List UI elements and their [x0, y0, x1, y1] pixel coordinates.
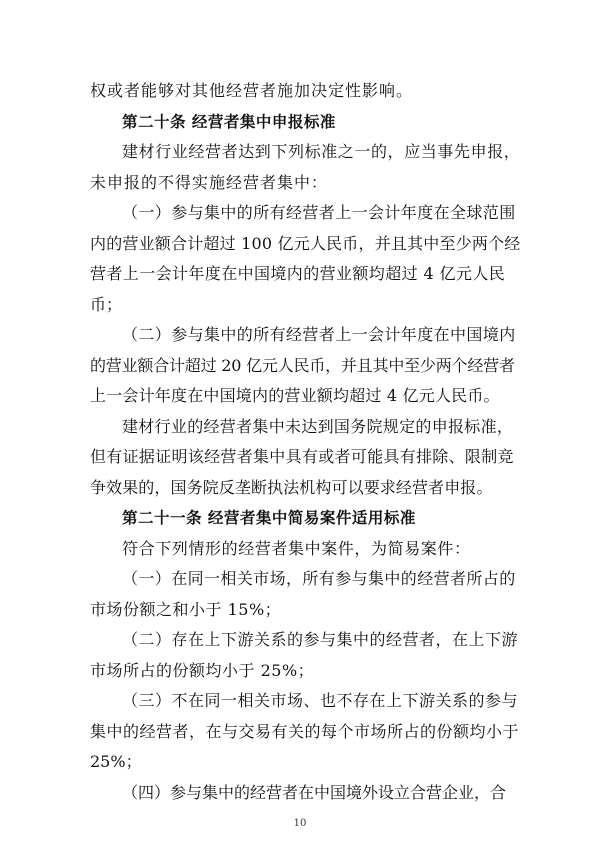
text-line: 符合下列情形的经营者集中案件，为简易案件：: [122, 539, 471, 558]
text-line: 未申报的不得实施经营者集中：: [90, 173, 329, 192]
text-line: 营者上一会计年度在中国境内的营业额均超过 4 亿元人民: [90, 264, 506, 283]
text-line: （二）参与集中的所有经营者上一会计年度在中国境内: [122, 325, 516, 344]
text-line: 建材行业的经营者集中未达到国务院规定的申报标准，: [122, 417, 514, 436]
article-21-heading: 第二十一条 经营者集中简易案件适用标准: [122, 509, 416, 527]
text-line: 但有证据证明该经营者集中具有或者可能具有排除、限制竞: [90, 447, 514, 466]
text-line: （二）存在上下游关系的参与集中的经营者，在上下游: [122, 630, 519, 649]
text-line: 内的营业额合计超过 100 亿元人民币，并且其中至少两个经: [90, 234, 521, 253]
text-line: （三）不在同一相关市场、也不存在上下游关系的参与: [122, 691, 519, 710]
text-line: 权或者能够对其他经营者施加决定性影响。: [90, 81, 414, 100]
text-line: 上一会计年度在中国境内的营业额均超过 4 亿元人民币。: [90, 386, 500, 405]
text-line: 市场份额之和小于 15%；: [90, 600, 282, 619]
text-line: 建材行业经营者达到下列标准之一的，应当事先申报，: [122, 142, 521, 161]
article-20-heading: 第二十条 经营者集中申报标准: [122, 113, 336, 131]
text-line: 争效果的，国务院反垄断执法机构可以要求经营者申报。: [90, 478, 493, 497]
text-line: （一）参与集中的所有经营者上一会计年度在全球范围: [122, 203, 516, 222]
text-line: 25%；: [90, 752, 142, 771]
text-line: （四）参与集中的经营者在中国境外设立合营企业，合: [122, 783, 507, 802]
text-line: （一）在同一相关市场，所有参与集中的经营者所占的: [122, 569, 516, 588]
text-line: 市场所占的份额均小于 25%；: [90, 661, 315, 680]
page-number: 10: [293, 818, 307, 829]
text-line: 集中的经营者，在与交易有关的每个市场所占的份额均小于: [90, 722, 520, 741]
text-line: 币；: [90, 295, 123, 314]
text-line: 的营业额合计超过 20 亿元人民币，并且其中至少两个经营者: [90, 356, 515, 375]
